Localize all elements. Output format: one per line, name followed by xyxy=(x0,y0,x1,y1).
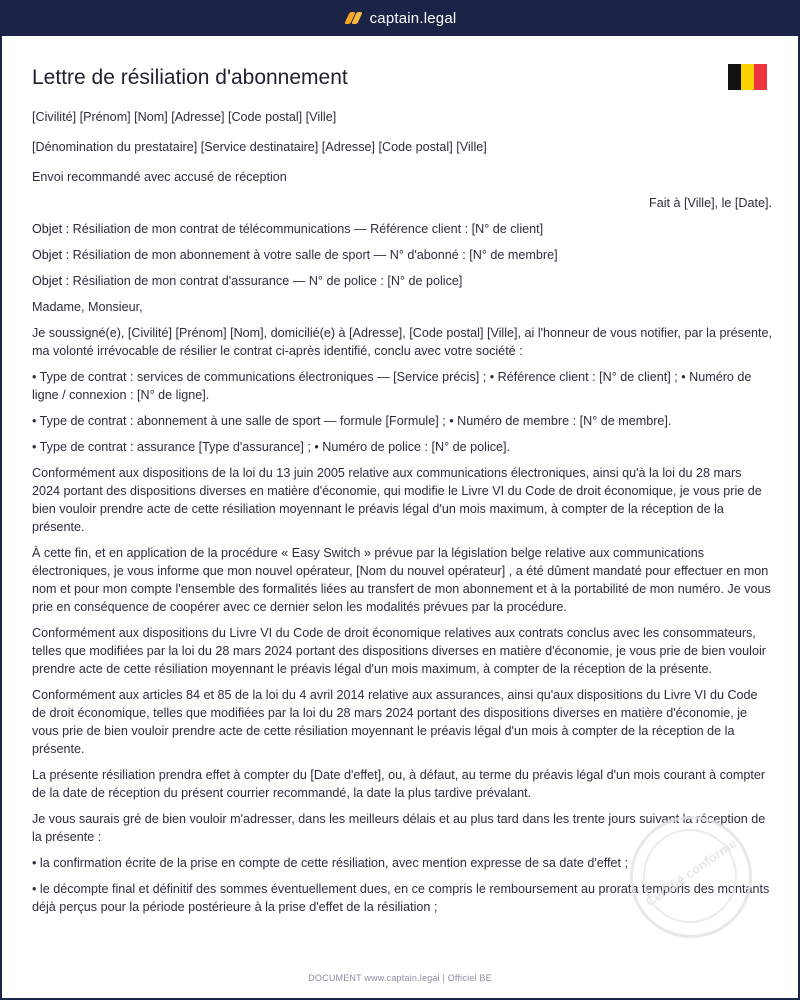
request-item: • la confirmation écrite de la prise en compte de cette résiliation, avec mention expresse de sa date d'effet ; xyxy=(32,856,629,870)
brand-name[interactable]: captain.legal xyxy=(369,9,457,27)
sending-mode: Envoi recommandé avec accusé de réception xyxy=(32,170,287,184)
body-paragraph: Conformément aux dispositions du Livre VI du Code de droit économique relatives aux contrats conclus avec les consommateurs, telles que modifiées par la loi du 28 mars 2024 portant des dispositions diverses en matière d'économie, je vous prie de bien vouloir prendre acte de cette résiliation moyennant le préavis légal d'un mois maximum, à compter de la réception de la présente. xyxy=(32,626,766,676)
contract-item: • Type de contrat : assurance [Type d'assurance] ; • Numéro de police : [N° de police]. xyxy=(32,440,511,454)
object-line xyxy=(32,272,772,290)
request-item: • le décompte final et définitif des sommes éventuellement dues, en ce compris le remboursement au prorata temporis des montants déjà perçus pour la période postérieure à la prise d'effet de la résiliation ; xyxy=(32,882,770,914)
object-text: Résiliation de mon abonnement à votre salle de sport — N° d'abonné : [N° de membre] xyxy=(72,248,558,262)
intro-paragraph: Je soussigné(e), [Civilité] [Prénom] [Nom], domicilié(e) à [Adresse], [Code postal] [Ville], ai l'honneur de vous notifier, par la présente, ma volonté irrévocable de résilier le contrat ci-après identifié, conclu avec votre société : xyxy=(32,326,772,358)
object-text: Résiliation de mon contrat de télécommunications — Référence client : [N° de client] xyxy=(72,222,544,236)
contract-item: • Type de contrat : abonnement à une salle de sport — formule [Formule] ; • Numéro de membre : [N° de membre]. xyxy=(32,414,672,428)
body-paragraph: La présente résiliation prendra effet à compter du [Date d'effet], ou, à défaut, au terme du préavis légal d'un mois courant à compter de la date de réception du présent courrier recommandé, la date la plus tardive prévalant. xyxy=(32,768,766,800)
body-paragraph: Je vous saurais gré de bien vouloir m'adresser, dans les meilleurs délais et au plus tard dans les trente jours suivant la réception de la présente : xyxy=(32,812,766,844)
object-line xyxy=(32,220,772,238)
place-date: Fait à [Ville], le [Date]. xyxy=(649,196,772,210)
belgium-flag-icon xyxy=(728,64,767,90)
sender-address: [Civilité] [Prénom] [Nom] [Adresse] [Code postal] [Ville] xyxy=(32,110,337,124)
salutation: Madame, Monsieur, xyxy=(32,300,143,314)
stamp-text: Certifié conforme xyxy=(642,835,740,910)
top-bar xyxy=(0,0,800,36)
object-label: Objet : xyxy=(32,248,70,262)
captain-legal-logo-icon xyxy=(344,11,362,25)
letter-body xyxy=(32,108,772,924)
object-text: Résiliation de mon contrat d'assurance — N° de police : [N° de police] xyxy=(72,274,463,288)
object-label: Objet : xyxy=(32,222,70,236)
page-footer: DOCUMENT www.captain.legal | Officiel BE xyxy=(308,973,492,983)
body-paragraph: À cette fin, et en application de la procédure « Easy Switch » prévue par la législation belge relative aux communications électroniques, je vous informe que mon nouvel opérateur, [Nom du nouvel opérateur] , a été dûment mandaté pour effectuer en mon nom et pour mon compte l'ensemble des formalités liées au transfert de mon abonnement et à la portabilité de mon numéro. Je vous prie en conséquence de coopérer avec ce dernier selon les modalités prévues par la procédure. xyxy=(32,546,771,614)
body-paragraph: Conformément aux dispositions de la loi du 13 juin 2005 relative aux communications électroniques, ainsi qu'à la loi du 28 mars 2024 portant des dispositions diverses en matière d'économie, qui modifie le Livre VI du Code de droit économique, je vous prie de bien vouloir prendre acte de cette résiliation moyennant le préavis légal d'un mois maximum, à compter de la réception de la présente. xyxy=(32,466,762,534)
object-label: Objet : xyxy=(32,274,70,288)
letter-page xyxy=(2,36,798,998)
contract-item: • Type de contrat : services de communications électroniques — [Service précis] ; • Référence client : [N° de client] ; • Numéro de ligne / connexion : [N° de ligne]. xyxy=(32,370,752,402)
certified-stamp-icon xyxy=(630,816,752,938)
body-paragraph: Conformément aux articles 84 et 85 de la loi du 4 avril 2014 relative aux assurances, ainsi qu'aux dispositions du Livre VI du Code de droit économique, telles que modifiées par la loi du 28 mars 2024 portant des dispositions diverses en matière d'économie, je vous prie de bien vouloir prendre acte de cette résiliation moyennant le préavis légal d'un mois à compter de la réception de la présente. xyxy=(32,688,758,756)
letter-title: Lettre de résiliation d'abonnement xyxy=(32,66,348,89)
recipient-address: [Dénomination du prestataire] [Service destinataire] [Adresse] [Code postal] [Ville] xyxy=(32,140,487,154)
object-line xyxy=(32,246,772,264)
